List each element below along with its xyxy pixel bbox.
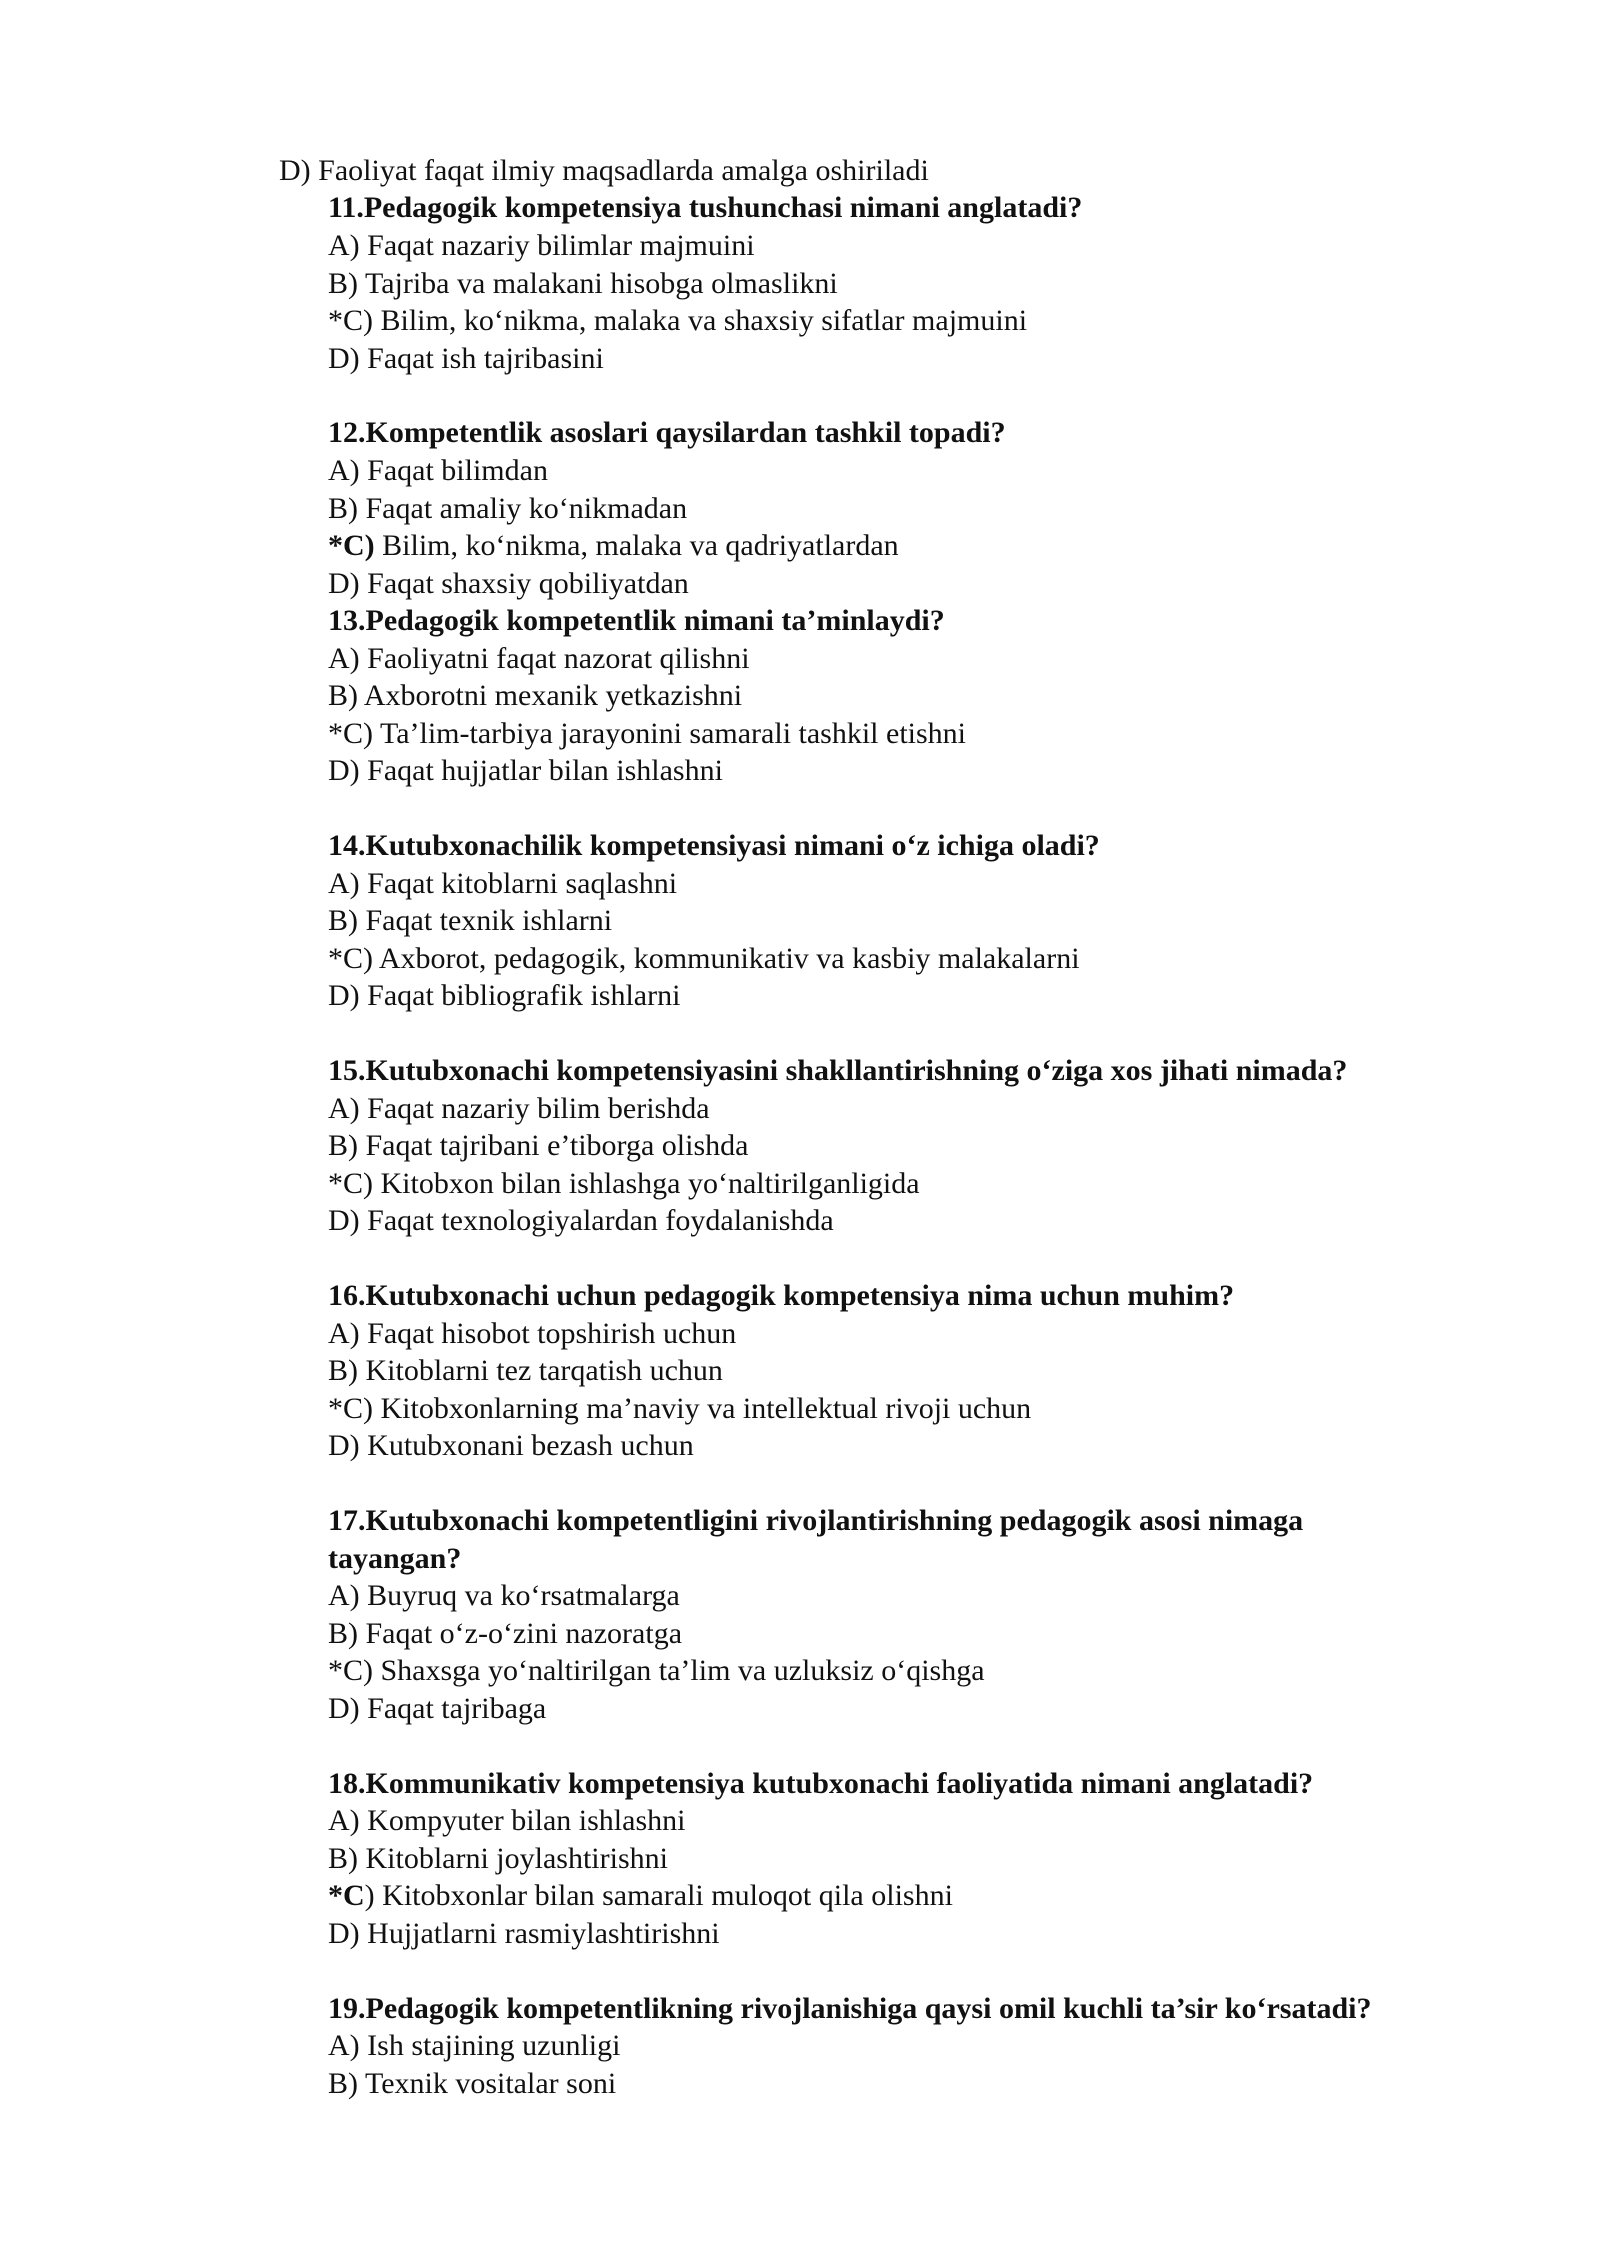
q18-option-d: D) Hujjatlarni rasmiylashtirishni bbox=[328, 1917, 720, 1950]
q12-option-c bbox=[328, 527, 899, 564]
q17-option-a: A) Buyruq va ko‘rsatmalarga bbox=[328, 1579, 680, 1612]
q19-option-b: B) Texnik vositalar soni bbox=[328, 2067, 617, 2100]
q17-option-b: B) Faqat o‘z-o‘zini nazoratga bbox=[328, 1617, 683, 1650]
q17-option-d: D) Faqat tajribaga bbox=[328, 1692, 547, 1725]
q12-option-d: D) Faqat shaxsiy qobiliyatdan bbox=[328, 567, 689, 600]
q13-option-c: *C) Ta’lim-tarbiya jarayonini samarali tashkil etishni bbox=[328, 717, 967, 750]
q19-option-a: A) Ish stajining uzunligi bbox=[328, 2029, 621, 2062]
q13-option-b: B) Axborotni mexanik yetkazishni bbox=[328, 679, 743, 712]
q15-option-a: A) Faqat nazariy bilim berishda bbox=[328, 1092, 710, 1125]
question-19: 19.Pedagogik kompetentlikning rivojlanishiga qaysi omil kuchli ta’sir ko‘rsatadi? bbox=[328, 1992, 1372, 2025]
q13-option-d: D) Faqat hujjatlar bilan ishlashni bbox=[328, 754, 723, 787]
correct-answer-mark: *C bbox=[328, 1879, 365, 1912]
question-12: 12.Kompetentlik asoslari qaysilardan tashkil topadi? bbox=[328, 416, 1006, 449]
q15-option-d: D) Faqat texnologiyalardan foydalanishda bbox=[328, 1204, 834, 1237]
question-11: 11.Pedagogik kompetensiya tushunchasi nimani anglatadi? bbox=[328, 191, 1083, 224]
q11-option-c: *C) Bilim, ko‘nikma, malaka va shaxsiy sifatlar majmuini bbox=[328, 304, 1028, 337]
question-16: 16.Kutubxonachi uchun pedagogik kompetensiya nima uchun muhim? bbox=[328, 1279, 1235, 1312]
q14-option-c: *C) Axborot, pedagogik, kommunikativ va kasbiy malakalarni bbox=[328, 942, 1080, 975]
q18-option-b: B) Kitoblarni joylashtirishni bbox=[328, 1842, 668, 1875]
question-15: 15.Kutubxonachi kompetensiyasini shakllantirishning o‘ziga xos jihati nimada? bbox=[328, 1054, 1348, 1087]
q18-option-a: A) Kompyuter bilan ishlashni bbox=[328, 1804, 686, 1837]
q11-option-b: B) Tajriba va malakani hisobga olmaslikni bbox=[328, 267, 838, 300]
q11-option-a: A) Faqat nazariy bilimlar majmuini bbox=[328, 229, 755, 262]
question-17: 17.Kutubxonachi kompetentligini rivojlantirishning pedagogik asosi nimaga bbox=[328, 1504, 1304, 1537]
q16-option-d: D) Kutubxonani bezash uchun bbox=[328, 1429, 694, 1462]
question-17-continued: tayangan? bbox=[328, 1542, 462, 1575]
q16-option-a: A) Faqat hisobot topshirish uchun bbox=[328, 1317, 737, 1350]
q12-option-b: B) Faqat amaliy ko‘nikmadan bbox=[328, 492, 688, 525]
q12-option-a: A) Faqat bilimdan bbox=[328, 454, 548, 487]
correct-answer-mark: *C) bbox=[328, 529, 375, 562]
question-18: 18.Kommunikativ kompetensiya kutubxonachi faoliyatida nimani anglatadi? bbox=[328, 1767, 1314, 1800]
q14-option-d: D) Faqat bibliografik ishlarni bbox=[328, 979, 681, 1012]
q18-option-c bbox=[328, 1877, 953, 1914]
question-14: 14.Kutubxonachilik kompetensiyasi nimani o‘z ichiga oladi? bbox=[328, 829, 1100, 862]
option-d-line: D) Faoliyat faqat ilmiy maqsadlarda amalga oshiriladi bbox=[279, 154, 929, 187]
q16-option-b: B) Kitoblarni tez tarqatish uchun bbox=[328, 1354, 723, 1387]
option-text: Bilim, ko‘nikma, malaka va qadriyatlardan bbox=[374, 529, 899, 562]
option-text: ) Kitobxonlar bilan samarali muloqot qila olishni bbox=[364, 1879, 953, 1912]
q16-option-c: *C) Kitobxonlarning ma’naviy va intellektual rivoji uchun bbox=[328, 1392, 1032, 1425]
q17-option-c: *C) Shaxsga yo‘naltirilgan ta’lim va uzluksiz o‘qishga bbox=[328, 1654, 985, 1687]
q15-option-b: B) Faqat tajribani e’tiborga olishda bbox=[328, 1129, 749, 1162]
q11-option-d: D) Faqat ish tajribasini bbox=[328, 342, 604, 375]
q14-option-a: A) Faqat kitoblarni saqlashni bbox=[328, 867, 678, 900]
q14-option-b: B) Faqat texnik ishlarni bbox=[328, 904, 613, 937]
question-13: 13.Pedagogik kompetentlik nimani ta’minlaydi? bbox=[328, 604, 945, 637]
q13-option-a: A) Faoliyatni faqat nazorat qilishni bbox=[328, 642, 750, 675]
q15-option-c: *C) Kitobxon bilan ishlashga yo‘naltirilganligida bbox=[328, 1167, 920, 1200]
